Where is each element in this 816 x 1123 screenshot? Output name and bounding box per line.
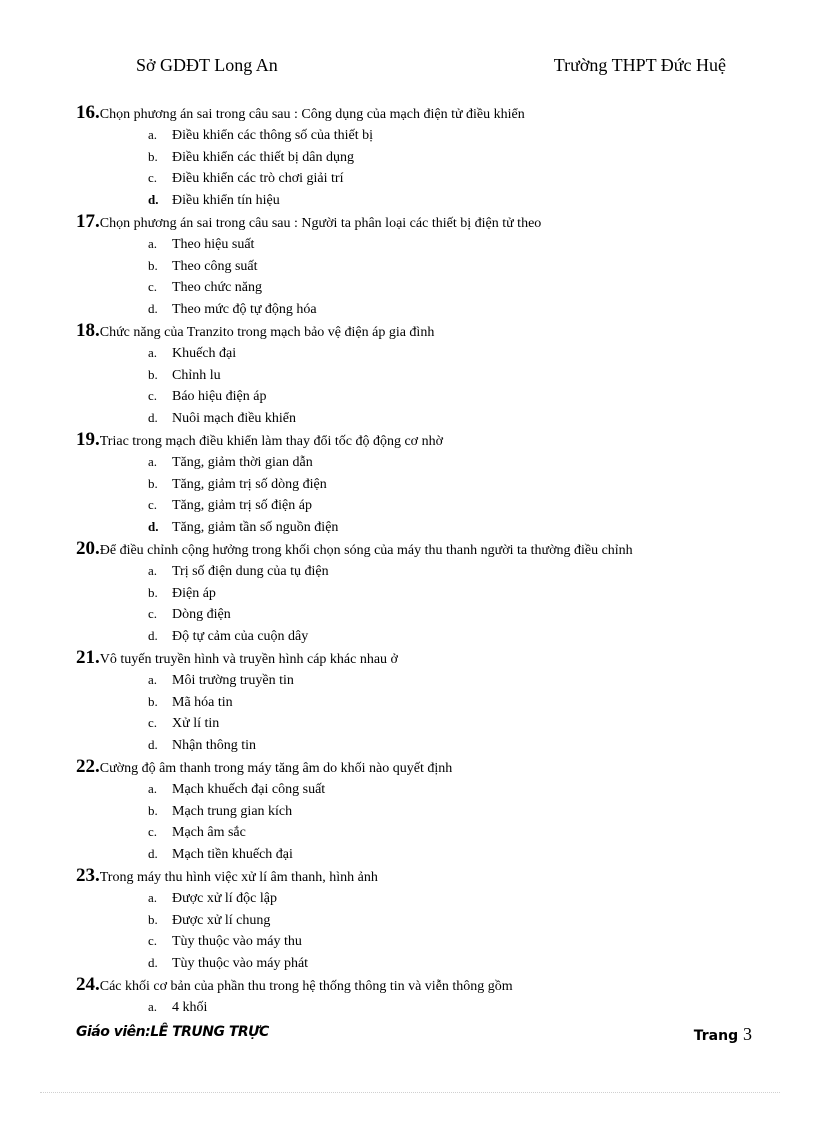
option-key: b. [148, 475, 158, 491]
option-list [76, 996, 776, 1018]
question-item [76, 864, 776, 973]
answer-option [76, 712, 776, 734]
question-line [76, 101, 776, 124]
option-text: Nhận thông tin [172, 737, 256, 753]
option-list [76, 124, 776, 210]
option-text: Báo hiệu điện áp [172, 389, 267, 404]
answer-option [76, 843, 776, 865]
question-item [76, 210, 776, 319]
question-line [76, 428, 776, 451]
question-number: 21. [76, 647, 100, 668]
answer-option [76, 516, 776, 538]
option-text: 4 khối [172, 1000, 208, 1015]
question-text: Trong máy thu hình việc xử lí âm thanh, hình ảnh [99, 870, 378, 885]
option-key: c. [148, 933, 158, 948]
question-item [76, 428, 776, 537]
option-key: d. [148, 191, 159, 207]
question-item [76, 101, 776, 210]
question-line [76, 319, 776, 342]
page-header [0, 55, 816, 79]
question-text: Chọn phương án sai trong câu sau : Công dụng của mạch điện tử điều khiển [99, 107, 525, 122]
option-text: Theo mức độ tự động hóa [172, 301, 317, 317]
answer-option [76, 233, 776, 255]
question-number: 19. [76, 429, 100, 450]
option-list [76, 233, 776, 319]
option-key: d. [148, 518, 159, 534]
option-key: d. [148, 954, 158, 970]
answer-option [76, 124, 776, 146]
option-text: Mạch âm sắc [172, 825, 246, 840]
option-list [76, 560, 776, 646]
question-text: Các khối cơ bản của phần thu trong hệ thống thông tin và viễn thông gồm [99, 979, 513, 994]
option-list [76, 451, 776, 537]
option-text: Xử lí tin [172, 716, 220, 731]
answer-option [76, 734, 776, 756]
question-line [76, 210, 776, 233]
question-number: 22. [76, 756, 100, 777]
question-number: 20. [76, 538, 100, 559]
answer-option [76, 800, 776, 822]
question-line [76, 864, 776, 887]
option-list [76, 669, 776, 755]
answer-option [76, 909, 776, 931]
option-list [76, 887, 776, 973]
option-text: Chỉnh lu [172, 367, 221, 383]
page-number: 3 [743, 1024, 752, 1044]
option-text: Môi trường truyền tin [172, 673, 294, 688]
option-key: b. [148, 148, 158, 164]
page-number-label [694, 1024, 752, 1045]
department-name: Sở GDĐT Long An [136, 55, 278, 75]
option-text: Mạch tiền khuếch đại [172, 846, 293, 862]
option-text: Tăng, giảm trị số điện áp [172, 498, 312, 513]
answer-option [76, 494, 776, 516]
answer-option [76, 821, 776, 843]
teacher-name: Giáo viên:LÊ TRUNG TRỰC [76, 1024, 269, 1040]
option-text: Tăng, giảm tần số nguồn điện [172, 519, 339, 535]
option-text: Điều khiển các trò chơi giải trí [172, 171, 344, 186]
question-item [76, 537, 776, 646]
option-key: a. [148, 672, 158, 687]
option-text: Dòng điện [172, 607, 231, 622]
option-key: d. [148, 627, 158, 643]
question-line [76, 646, 776, 669]
option-text: Tùy thuộc vào máy phát [172, 955, 309, 971]
answer-option [76, 342, 776, 364]
question-text: Chức năng của Tranzito trong mạch bảo vệ điện áp gia đình [99, 325, 435, 340]
answer-option [76, 298, 776, 320]
question-list [76, 101, 776, 1018]
answer-option [76, 189, 776, 211]
answer-option [76, 625, 776, 647]
option-text: Điện áp [172, 585, 216, 601]
question-item [76, 755, 776, 864]
question-text: Để điều chỉnh cộng hưởng trong khối chọn sóng của máy thu thanh người ta thường điều chỉnh [99, 543, 633, 558]
answer-option [76, 996, 776, 1018]
question-text: Triac trong mạch điều khiển làm thay đổi tốc độ động cơ nhờ [99, 434, 443, 449]
option-text: Theo chức năng [172, 280, 262, 295]
option-key: a. [148, 345, 158, 360]
option-text: Khuếch đại [172, 346, 237, 361]
option-key: a. [148, 890, 158, 905]
question-item [76, 646, 776, 755]
option-key: a. [148, 999, 158, 1014]
answer-option [76, 167, 776, 189]
option-key: b. [148, 366, 158, 382]
option-key: d. [148, 300, 158, 316]
option-text: Được xử lí độc lập [172, 891, 277, 906]
option-key: a. [148, 563, 158, 578]
option-key: c. [148, 715, 158, 730]
page-footer [0, 1024, 816, 1048]
option-key: a. [148, 454, 158, 469]
school-name: Trường THPT Đức Huệ [553, 55, 726, 75]
option-text: Tăng, giảm thời gian dẫn [172, 455, 313, 470]
option-key: c. [148, 497, 158, 512]
answer-option [76, 952, 776, 974]
option-text: Mạch trung gian kích [172, 803, 293, 819]
option-key: d. [148, 736, 158, 752]
answer-option [76, 669, 776, 691]
option-list [76, 342, 776, 428]
question-number: 18. [76, 320, 100, 341]
option-text: Độ tự cảm của cuộn dây [172, 628, 309, 644]
option-text: Tăng, giảm trị số dòng điện [172, 476, 327, 492]
option-key: b. [148, 802, 158, 818]
option-key: b. [148, 693, 158, 709]
answer-option [76, 930, 776, 952]
option-key: b. [148, 911, 158, 927]
question-number: 16. [76, 102, 100, 123]
option-text: Mạch khuếch đại công suất [172, 782, 326, 797]
answer-option [76, 778, 776, 800]
option-key: c. [148, 170, 158, 185]
option-key: c. [148, 606, 158, 621]
answer-option [76, 473, 776, 495]
option-text: Theo công suất [172, 258, 258, 274]
option-text: Điều khiển các thiết bị dân dụng [172, 149, 354, 165]
answer-option [76, 603, 776, 625]
question-text: Chọn phương án sai trong câu sau : Người ta phân loại các thiết bị điện tử theo [99, 216, 542, 231]
answer-option [76, 560, 776, 582]
option-key: d. [148, 409, 158, 425]
option-text: Được xử lí chung [172, 912, 271, 928]
option-text: Theo hiệu suất [172, 237, 255, 252]
option-key: a. [148, 781, 158, 796]
answer-option [76, 407, 776, 429]
answer-option [76, 364, 776, 386]
option-key: d. [148, 845, 158, 861]
option-key: a. [148, 236, 158, 251]
option-key: c. [148, 279, 158, 294]
option-text: Nuôi mạch điều khiển [172, 410, 297, 426]
question-line [76, 755, 776, 778]
answer-option [76, 385, 776, 407]
answer-option [76, 582, 776, 604]
option-text: Trị số điện dung của tụ điện [172, 564, 329, 579]
answer-option [76, 691, 776, 713]
option-list [76, 778, 776, 864]
question-text: Vô tuyến truyền hình và truyền hình cáp khác nhau ở [99, 652, 398, 667]
question-text: Cường độ âm thanh trong máy tăng âm do khối nào quyết định [99, 761, 453, 776]
question-item [76, 319, 776, 428]
option-key: b. [148, 584, 158, 600]
question-item [76, 973, 776, 1018]
answer-option [76, 255, 776, 277]
answer-option [76, 276, 776, 298]
option-text: Mã hóa tin [172, 694, 233, 710]
question-line [76, 973, 776, 996]
option-key: c. [148, 388, 158, 403]
question-number: 23. [76, 865, 100, 886]
option-key: b. [148, 257, 158, 273]
bottom-divider [40, 1092, 780, 1093]
question-line [76, 537, 776, 560]
option-key: c. [148, 824, 158, 839]
option-key: a. [148, 127, 158, 142]
question-number: 24. [76, 974, 100, 995]
option-text: Điều khiển các thông số của thiết bị [172, 128, 373, 143]
option-text: Tùy thuộc vào máy thu [172, 934, 302, 949]
question-number: 17. [76, 211, 100, 232]
answer-option [76, 146, 776, 168]
option-text: Điều khiển tín hiệu [172, 192, 280, 208]
answer-option [76, 451, 776, 473]
answer-option [76, 887, 776, 909]
page-label: Trang [693, 1028, 739, 1044]
